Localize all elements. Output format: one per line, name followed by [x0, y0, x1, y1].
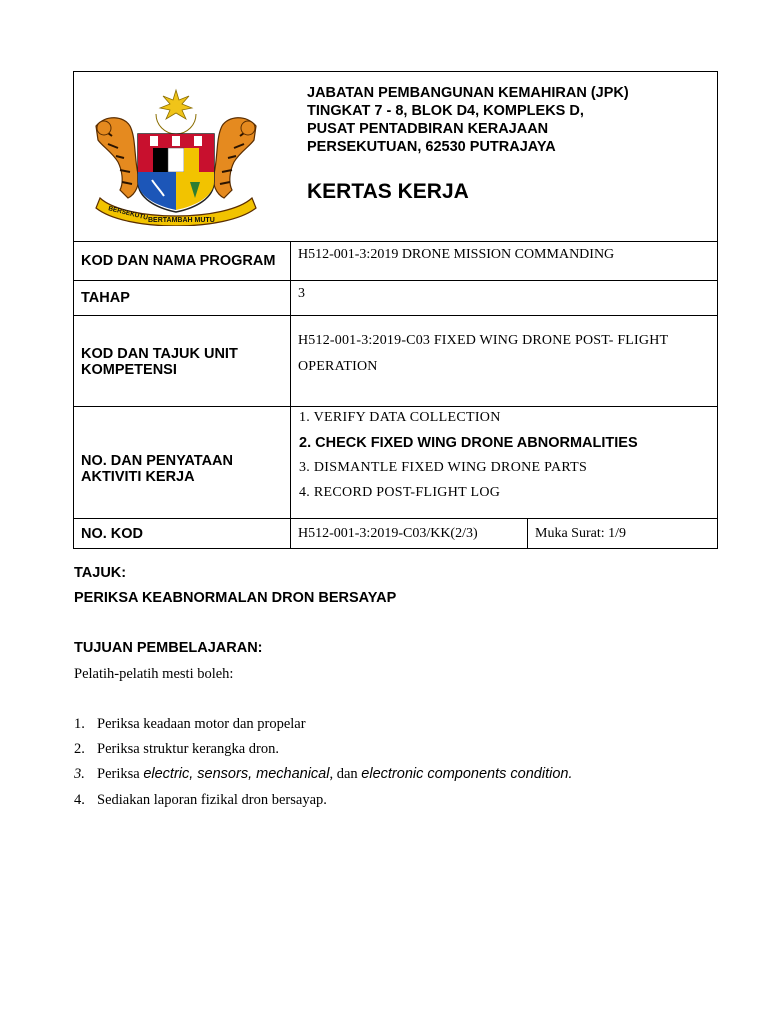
level-value: 3 [291, 281, 718, 316]
agency-address [307, 84, 629, 156]
objective-item [74, 741, 279, 758]
objective-text: Periksa [97, 766, 144, 782]
activity-item: 4. RECORD POST-FLIGHT LOG [299, 485, 501, 500]
title-label: TAJUK: [74, 565, 127, 581]
objective-number: 1. [74, 716, 85, 732]
header-table [73, 71, 718, 549]
objective-text: , dan [329, 766, 362, 782]
unit-value: H512-001-3:2019-C03 FIXED WING DRONE POST- FLIGHT OPERATION [291, 316, 718, 407]
agency-address-line: TINGKAT 7 - 8, BLOK D4, KOMPLEKS D, [307, 103, 584, 119]
activity-label: NO. DAN PENYATAAN AKTIVITI KERJA [74, 407, 291, 519]
objective-text: Periksa keadaan motor dan propelar [97, 716, 306, 732]
agency-name: JABATAN PEMBANGUNAN KEMAHIRAN (JPK) [307, 85, 629, 101]
code-label: NO. KOD [74, 519, 291, 549]
activity-item: 3. DISMANTLE FIXED WING DRONE PARTS [299, 460, 588, 475]
activity-list-cell [291, 407, 718, 519]
program-value: H512-001-3:2019 DRONE MISSION COMMANDING [291, 242, 718, 281]
crest-motto-left: BERSEKUTU [107, 205, 149, 222]
header-cell [74, 72, 718, 242]
activity-list [291, 409, 717, 509]
code-value: H512-001-3:2019-C03/KK(2/3) [291, 519, 528, 549]
page-number: Muka Surat: 1/9 [528, 519, 718, 549]
objective-text: Periksa struktur kerangka dron. [97, 741, 280, 757]
objective-text-italic: electric, sensors, mechanical [143, 766, 330, 782]
level-label: TAHAP [74, 281, 291, 316]
objective-number: 4. [74, 792, 85, 808]
objectives-label: TUJUAN PEMBELAJARAN: [74, 640, 263, 656]
objective-number: 2. [74, 741, 85, 757]
objective-text: Sediakan laporan fizikal dron bersayap. [97, 792, 327, 808]
objectives-intro: Pelatih-pelatih mesti boleh: [74, 666, 234, 682]
malaysia-coat-of-arms-logo [86, 86, 266, 226]
unit-label: KOD DAN TAJUK UNIT KOMPETENSI [74, 316, 291, 407]
agency-address-line: PERSEKUTUAN, 62530 PUTRAJAYA [307, 139, 556, 155]
title-value: PERIKSA KEABNORMALAN DRON BERSAYAP [74, 590, 397, 606]
activity-item-current: 2. CHECK FIXED WING DRONE ABNORMALITIES [299, 435, 638, 451]
objective-item [74, 766, 572, 783]
document-title: KERTAS KERJA [307, 180, 469, 203]
objective-item [74, 716, 306, 733]
program-label: KOD DAN NAMA PROGRAM [74, 242, 291, 281]
objective-item [74, 792, 327, 809]
crest-motto-bottom: BERTAMBAH MUTU [148, 217, 215, 224]
agency-address-line: PUSAT PENTADBIRAN KERAJAAN [307, 121, 549, 137]
activity-item: 1. VERIFY DATA COLLECTION [299, 410, 501, 425]
objective-text-italic: electronic components condition. [361, 766, 573, 782]
objective-number: 3. [74, 766, 85, 782]
